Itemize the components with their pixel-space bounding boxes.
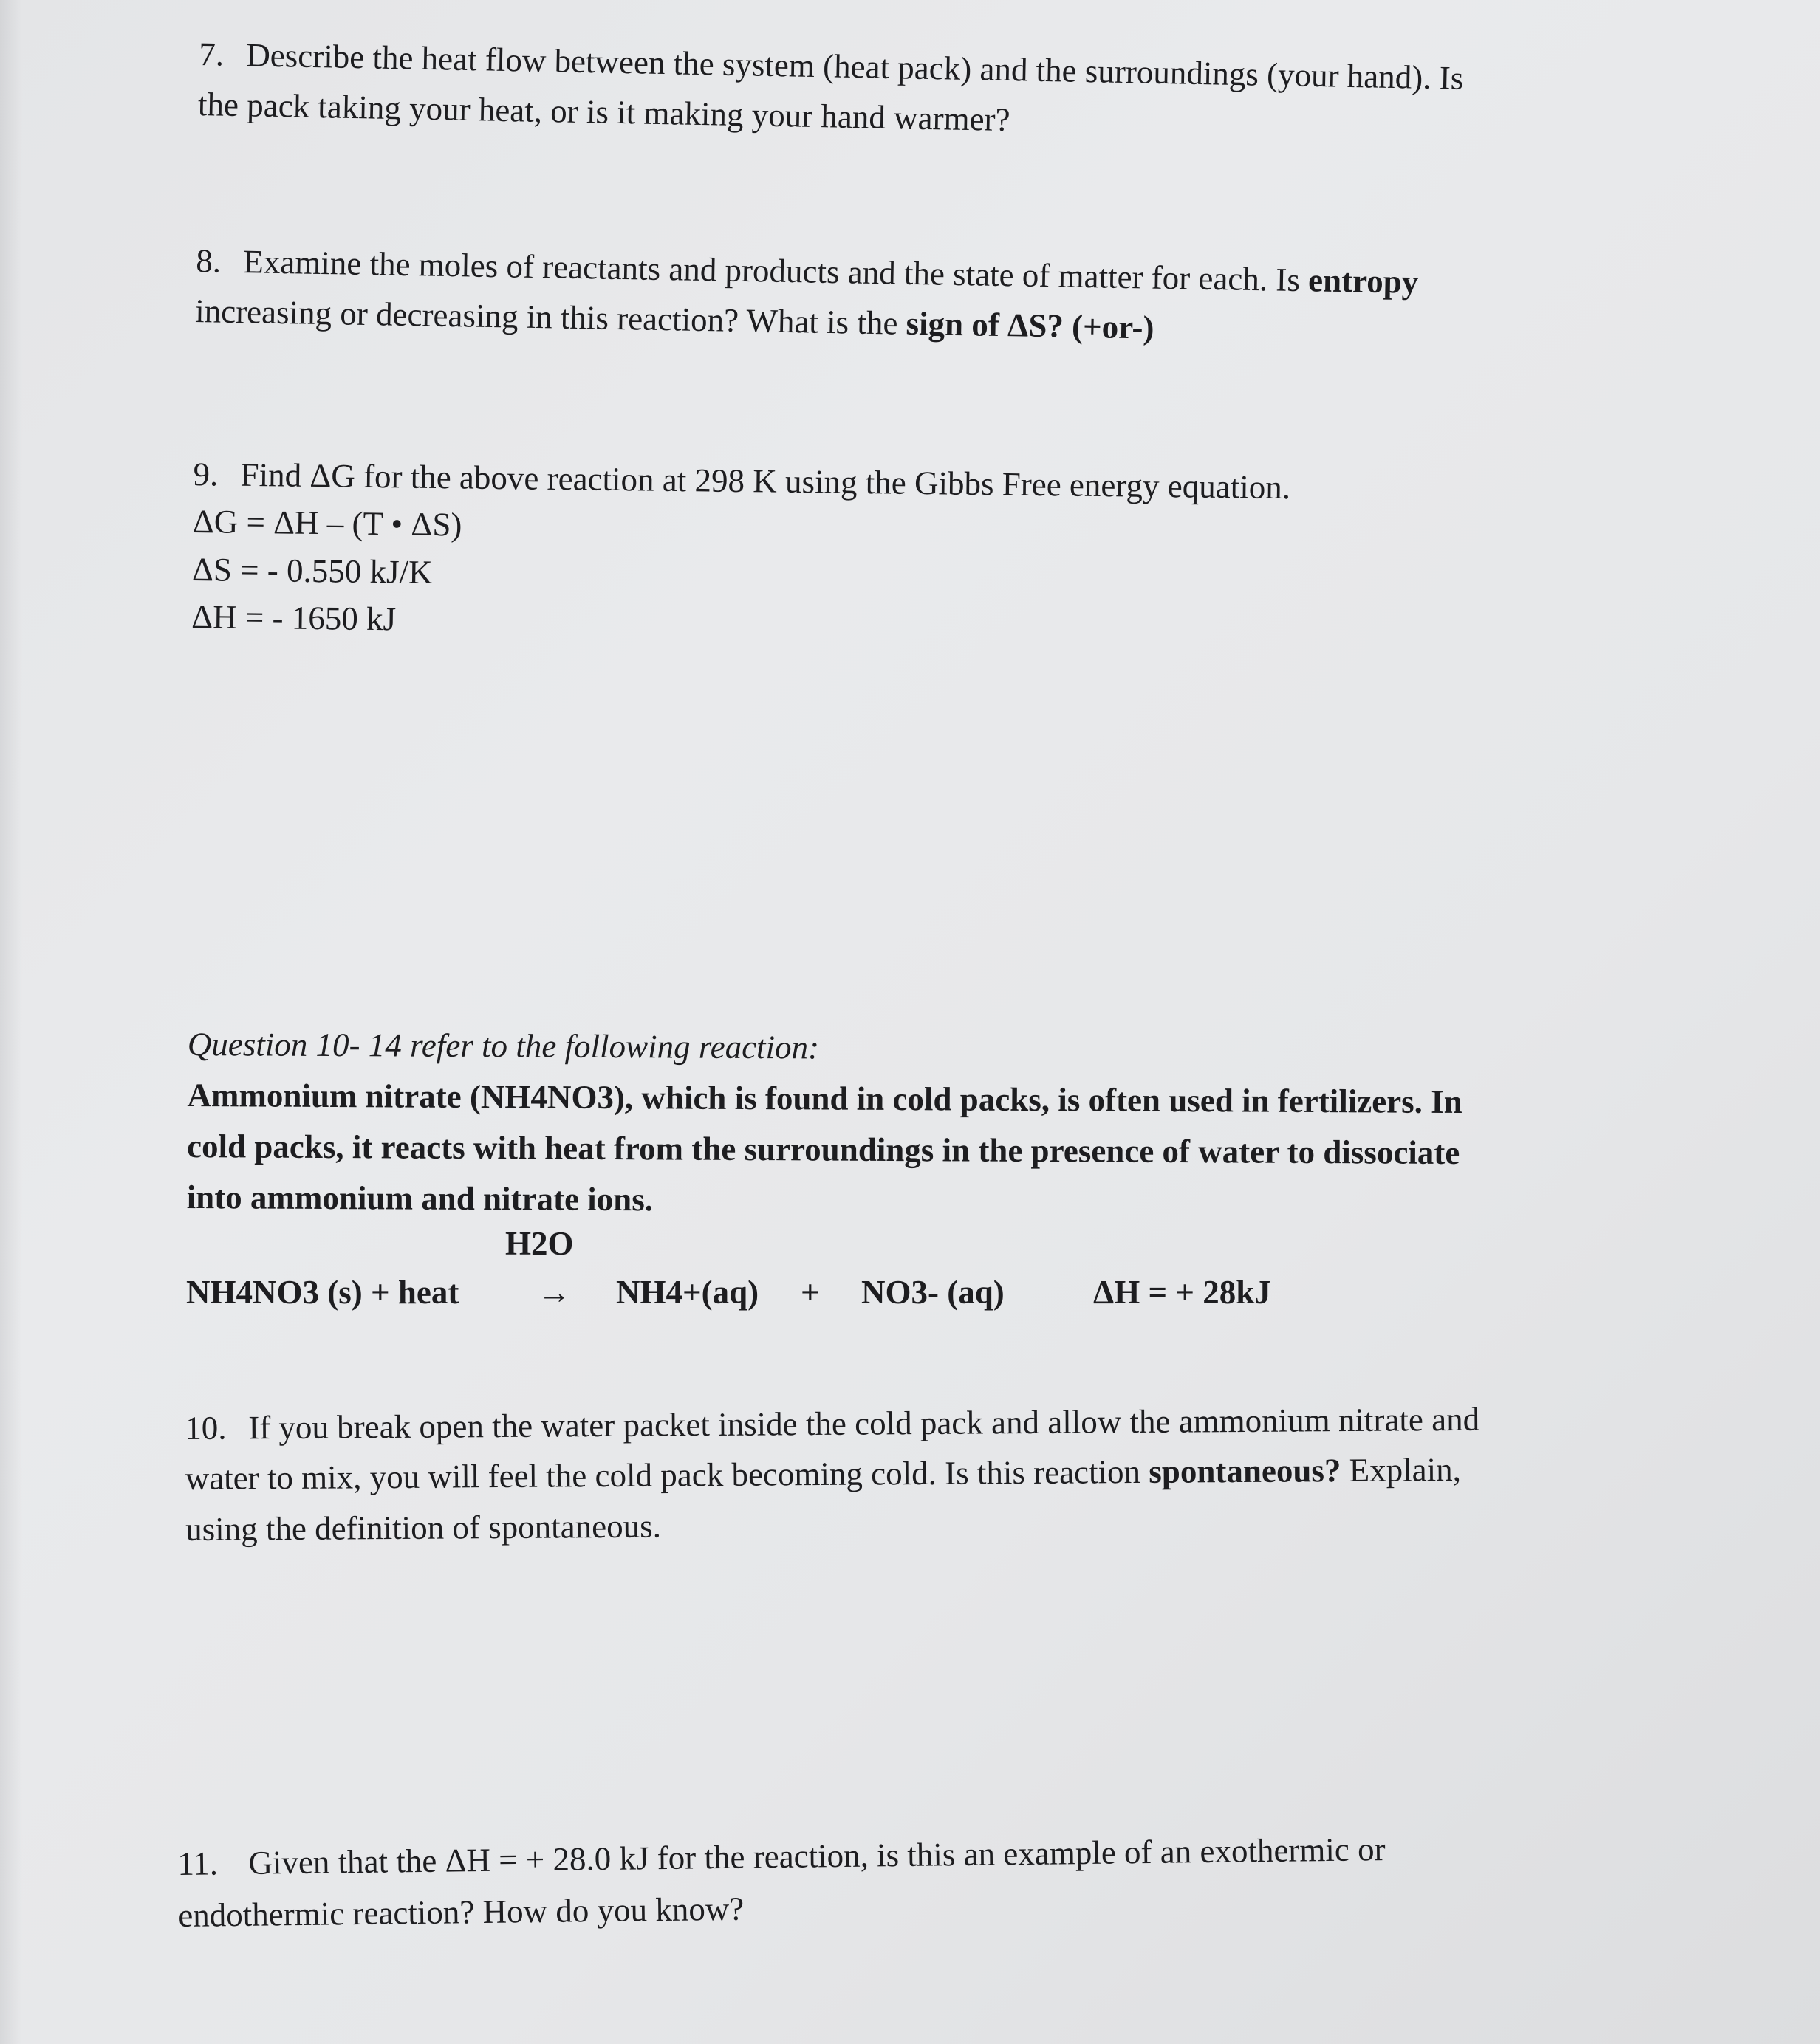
question-10-line-1: 10. If you break open the water packet inside the cold pack and allow the ammonium nitrate and bbox=[185, 1394, 1479, 1454]
reaction-intro-line-3: into ammonium and nitrate ions. bbox=[186, 1178, 654, 1218]
equation-reactant: NH4NO3 (s) + heat bbox=[186, 1274, 459, 1311]
question-10-line-2: water to mix, you will feel the cold pack becoming cold. Is this reaction spontaneous? Explain, bbox=[185, 1451, 1462, 1498]
sign-of-delta-s: sign of ΔS? (+or-) bbox=[906, 304, 1154, 346]
question-8-number: 8. bbox=[195, 241, 222, 280]
equation-catalyst: H2O bbox=[505, 1225, 574, 1262]
reaction-arrow-icon: → bbox=[538, 1274, 571, 1311]
question-10-line-3: using the definition of spontaneous. bbox=[185, 1507, 662, 1548]
reaction-intro-heading: Question 10- 14 refer to the following reaction: bbox=[187, 1025, 820, 1066]
question-7 bbox=[197, 30, 1463, 154]
equation-product-2: NO3- (aq) bbox=[861, 1274, 1005, 1311]
question-8-line-1: 8. Examine the moles of reactants and products and the state of matter for each. Is entropy bbox=[196, 236, 1419, 307]
question-8-line-2: increasing or decreasing in this reaction? What is the sign of ΔS? (+or-) bbox=[194, 292, 1154, 346]
reaction-intro-line-2: cold packs, it reacts with heat from the surroundings in the presence of water to dissociate bbox=[186, 1127, 1460, 1171]
question-10 bbox=[185, 1394, 1480, 1554]
equation-plus: + bbox=[801, 1274, 820, 1311]
question-8 bbox=[195, 236, 1419, 357]
question-9 bbox=[191, 450, 1291, 654]
question-7-line-2: the pack taking your heat, or is it making your hand warmer? bbox=[197, 85, 1011, 138]
reaction-intro-line-1: Ammonium nitrate (NH4NO3), which is found in cold packs, is often used in fertilizers. In bbox=[187, 1076, 1462, 1120]
question-7-line-1: 7. Describe the heat flow between the system (heat pack) and the surroundings (your hand). Is bbox=[199, 30, 1464, 103]
delta-h-value: ΔH = - 1650 kJ bbox=[191, 598, 397, 638]
gibbs-formula: ΔG = ΔH – (T • ΔS) bbox=[192, 503, 462, 543]
equation-product-1: NH4+(aq) bbox=[616, 1274, 759, 1311]
question-7-number: 7. bbox=[198, 35, 225, 73]
reaction-intro bbox=[187, 1019, 1463, 1229]
question-9-line-1: 9. Find ΔG for the above reaction at 298 K using the Gibbs Free energy equation. bbox=[193, 450, 1290, 511]
question-11-line-2: endothermic reaction? How do you know? bbox=[177, 1890, 745, 1934]
page-edge-shadow bbox=[0, 0, 22, 2044]
question-11-line-1: 11. Given that the ΔH = + 28.0 kJ for the reaction, is this an example of an exothermic or bbox=[177, 1824, 1386, 1890]
question-11 bbox=[177, 1824, 1386, 1941]
equation-enthalpy: ΔH = + 28kJ bbox=[1093, 1274, 1271, 1311]
spontaneous-keyword: spontaneous? bbox=[1149, 1452, 1341, 1491]
question-9-number: 9. bbox=[193, 455, 219, 493]
delta-s-value: ΔS = - 0.550 kJ/K bbox=[191, 550, 433, 591]
question-10-number: 10. bbox=[185, 1409, 227, 1447]
entropy-keyword: entropy bbox=[1307, 261, 1419, 301]
question-11-number: 11. bbox=[177, 1845, 219, 1882]
